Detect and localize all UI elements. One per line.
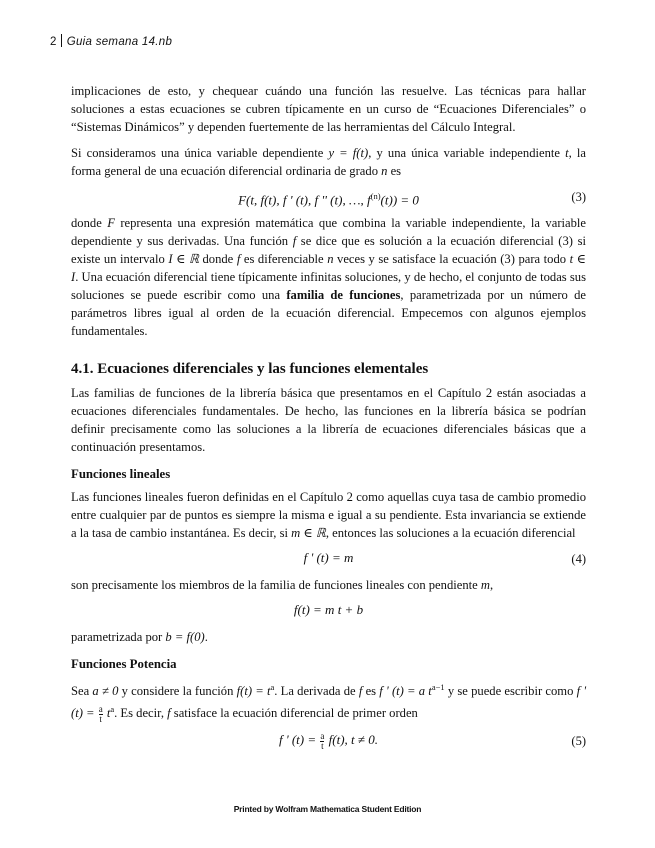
equation-3: F(t, f(t), f ' (t), f '' (t), …, $f^{(n)}(t)) = 0$ (3) [238, 190, 586, 208]
equation-linear-family-body: f(t) = m t + b [293, 602, 364, 617]
notebook-title: Guia semana 14.nb [66, 36, 173, 48]
section-paragraph-1: Las familias de funciones de la librería básica que presentamos en el Capítulo 2 están asociadas a ecuaciones diferenciales fundamentales. De hecho, las funciones en la librería básica se podrían definir precisamente como las soluciones a la librería de ecuaciones diferenciales básicas que a continuación presentamos. [71, 386, 586, 454]
intro-paragraph-2: Si consideramos una única variable dependiente y = f(t), y una única variable independiente t, la forma general de una ecuación diferencial ordinaria de grado n es [71, 146, 586, 178]
equation-4-tag: (4) [571, 552, 586, 566]
equation-4 [71, 547, 586, 571]
lineales-paragraph-2: son precisamente los miembros de la familia de funciones lineales con pendiente m, [71, 578, 494, 592]
print-footer: Printed by Wolfram Mathematica Student Edition [233, 804, 422, 814]
lineales-paragraph-3: parametrizada por b = f(0). [71, 630, 208, 644]
equation-5 [71, 729, 586, 759]
equation-5-fraction: $\frac{a}{t}$ [320, 730, 325, 751]
page-header [50, 34, 172, 48]
potencia-paragraph-1: Sea a ≠ 0 y considere la función $f(t) = t^a$. La derivada de f es f ' (t) = a $t^{a-1}$ y se puede escribir como f ' (t) = $\frac{a}{t}$ $t^a$. Es decir, f satisface la ecuación diferencial de primer orden [71, 682, 587, 724]
section-title: 4.1. Ecuaciones diferenciales y las funciones elementales [71, 361, 429, 377]
equation-5-tag: (5) [571, 733, 586, 748]
equation-linear-family [71, 599, 586, 623]
equation-5-lhs: f ' (t) = [278, 731, 320, 747]
equation-4-body: f ' (t) = m [303, 550, 354, 565]
equation-3-tag: (3) [571, 190, 586, 204]
intro-paragraph-1: implicaciones de esto, y chequear cuándo una función las resuelve. Las técnicas para hallar soluciones a estas ecuaciones se cubren típicamente en un curso de “Ecuaciones Diferenciales” o “Sistemas Dinámicos” y dependen fuertemente de las herramientas del Cálculo Integral. [71, 84, 586, 134]
header-divider [61, 34, 62, 47]
heading-funciones-potencia: Funciones Potencia [71, 657, 177, 671]
heading-funciones-lineales: Funciones lineales [71, 467, 171, 481]
page-content [71, 82, 586, 764]
inline-fraction: $\frac{a}{t}$ [98, 703, 103, 724]
equation-3-body: F(t, f(t), f ' (t), f '' (t), …, f [238, 192, 371, 208]
equation-5-rhs: f(t), t ≠ 0. [325, 731, 379, 747]
intro-paragraph-3: donde F representa una expresión matemática que combina la variable independiente, la variable dependiente y sus derivadas. Una función f se dice que es solución a la ecuación diferencial (3) si existe un intervalo I ∈ ℝ donde f es diferenciable n veces y se satisface la ecuación (3) para todo t ∈ I. Una ecuación diferencial tiene típicamente infinitas soluciones, y de hecho, el conjunto de todas sus soluciones se puede escribir como una familia de funciones, parametrizada por un número de parámetros libres igual al orden de la ecuación diferencial. Empecemos con algunos ejemplos fundamentales. [71, 216, 587, 338]
page-number: 2 [50, 36, 57, 48]
lineales-paragraph-1: Las funciones lineales fueron definidas en el Capítulo 2 como aquellas cuya tasa de cambio promedio entre cualquier par de puntos es siempre la misma e igual a su pendiente. Esta invariancia se extiende a la tasa de cambio instantánea. Es decir, si m ∈ ℝ, entonces las soluciones a la ecuación diferencial [71, 490, 586, 540]
